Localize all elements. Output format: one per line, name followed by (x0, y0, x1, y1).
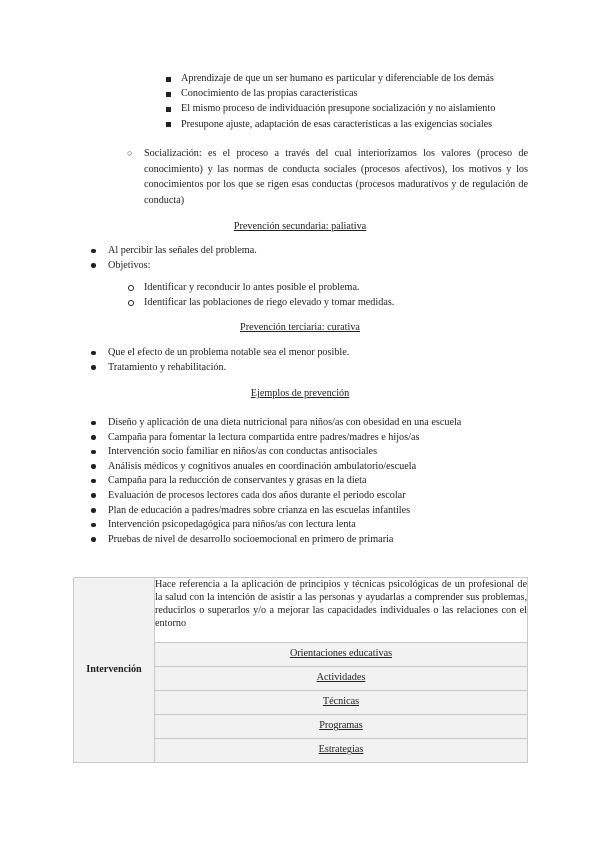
table-label-cell: Intervención (74, 578, 155, 763)
heading-terciaria: Prevención terciaria: curativa (240, 322, 360, 333)
intervencion-table (73, 577, 528, 763)
terciaria-list (108, 346, 548, 375)
list-item: Pruebas de nivel de desarrollo socioemocional en primero de primaria (108, 533, 548, 548)
list-item: Campaña para fomentar la lectura compartida entre padres/madres e hijos/as (108, 431, 548, 446)
list-item: Intervención psicopedagógica para niños/as con lectura lenta (108, 518, 548, 533)
list-item: Identificar y reconducir lo antes posible el problema. (144, 281, 544, 296)
list-item: Que el efecto de un problema notable sea el menor posible. (108, 346, 548, 361)
table-item-cell: Técnicas (155, 691, 528, 715)
list-item: Conocimiento de las propias características (181, 87, 541, 102)
list-item: Tratamiento y rehabilitación. (108, 361, 548, 376)
list-item: Análisis médicos y cognitivos anuales en coordinación ambulatorio/escuela (108, 460, 548, 475)
hollow-bullet-icon: ○ (127, 148, 133, 158)
secundaria-list (108, 244, 548, 273)
list-item: Presupone ajuste, adaptación de esas características a las exigencias sociales (181, 118, 541, 133)
list-item: Aprendizaje de que un ser humano es particular y diferenciable de los demás (181, 72, 541, 87)
socializacion-paragraph: Socialización: es el proceso a través del cual interiorizamos los valores (proceso de conocimiento) y las normas de conducta sociales (procesos afectivos), los motivos y los conocimientos por los que se rigen esas conductas (procesos maduratívos y de regulación de conducta) (144, 148, 528, 206)
list-item: El mismo proceso de individuación presupone socialización y no aislamiento (181, 102, 541, 117)
heading-ejemplos: Ejemplos de prevención (250, 388, 350, 399)
list-item: Objetivos: (108, 259, 548, 274)
ejemplos-list (108, 416, 548, 547)
table-item-cell: Orientaciones educativas (155, 643, 528, 667)
list-item: Campaña para la reducción de conservantes y grasas en la dieta (108, 474, 548, 489)
square-bullet-list (181, 72, 541, 133)
table-item-cell: Programas (155, 715, 528, 739)
list-item: Plan de educación a padres/madres sobre crianza en las escuelas infantiles (108, 504, 548, 519)
table-item-cell: Estrategias (155, 739, 528, 763)
list-item: Intervención socio familiar en niños/as con conductas antisociales (108, 445, 548, 460)
table-description-cell: Hace referencia a la aplicación de principios y técnicas psicológicas de un profesional de la salud con la intención de asistir a las personas y ayudarlas a comprender sus problemas, reducirlos o superarlos y/o a mejorar las capacidades individuales o las relaciones con el entorno (155, 578, 528, 643)
list-item: Identificar las poblaciones de riego elevado y tomar medidas. (144, 296, 544, 311)
table-item-cell: Actividades (155, 667, 528, 691)
heading-secundaria: Prevención secundaria: paliativa (233, 221, 367, 232)
list-item: Al percibir las señales del problema. (108, 244, 548, 259)
objetivos-list (144, 281, 544, 310)
list-item: Diseño y aplicación de una dieta nutricional para niños/as con obesidad en una escuela (108, 416, 548, 431)
list-item: Evaluación de procesos lectores cada dos años durante el periodo escolar (108, 489, 548, 504)
